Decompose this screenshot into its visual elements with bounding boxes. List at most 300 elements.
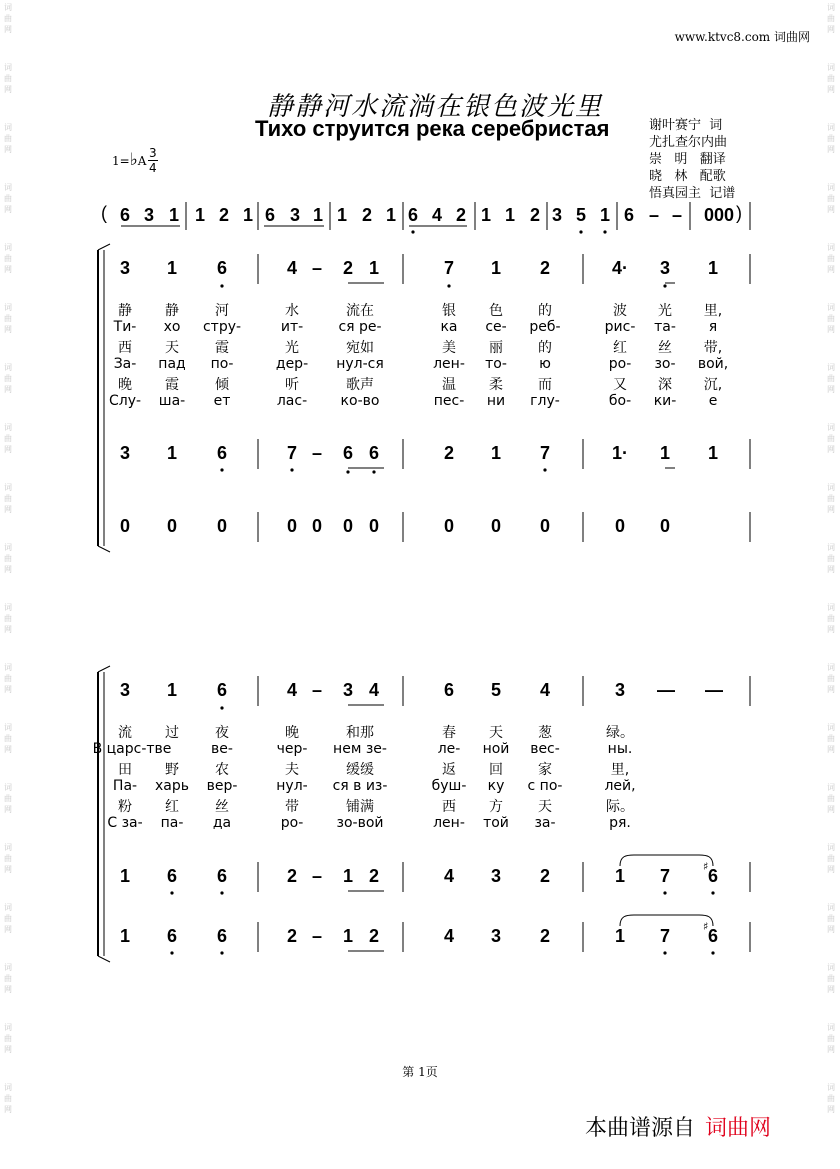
melody-note: 1	[166, 680, 177, 700]
credit-composer: 尤扎查尔内曲	[649, 135, 728, 150]
lyric-syllable: 铺满	[346, 799, 374, 815]
watermark-char: 词	[4, 903, 12, 912]
intro-note: 1	[168, 205, 179, 225]
alto-note: –	[311, 866, 322, 886]
watermark-char: 网	[4, 925, 12, 934]
lyric-syllable: 际。	[606, 799, 634, 815]
lyric-syllable: вер-	[206, 777, 238, 794]
watermark-char: 曲	[827, 554, 835, 563]
octave-dot	[603, 230, 606, 233]
lyric-syllable: 农	[215, 762, 229, 778]
lyric-syllable: по-	[210, 355, 234, 372]
octave-dot	[711, 951, 714, 954]
bass-note: 1	[342, 926, 353, 946]
bass-note: 1	[119, 926, 130, 946]
bass-note: 0	[311, 516, 322, 536]
watermark-char: 曲	[827, 134, 835, 143]
watermark-char: 网	[827, 505, 835, 514]
bass-note: 7	[659, 926, 670, 946]
bass-note: –	[311, 926, 322, 946]
melody-note: 1	[490, 258, 501, 278]
lyric-syllable: 天	[165, 340, 179, 356]
lyric-syllable: 红	[613, 340, 627, 356]
lyric-syllable: 美	[442, 340, 456, 356]
bass-note: 0	[166, 516, 177, 536]
lyric-syllable: 温	[442, 377, 456, 393]
octave-dot	[372, 470, 375, 473]
watermark-char: 词	[4, 63, 12, 72]
alto-note: 6	[216, 443, 227, 463]
watermark-char: 曲	[827, 314, 835, 323]
melody-note: –	[311, 680, 322, 700]
watermark-char: 词	[827, 723, 835, 732]
lyric-syllable: ку	[487, 777, 505, 794]
intro-note: 1	[480, 205, 491, 225]
lyric-syllable: той	[483, 814, 509, 831]
watermark-char: 词	[4, 423, 12, 432]
watermark-char: 网	[4, 385, 12, 394]
bass-note: 0	[539, 516, 550, 536]
octave-dot	[663, 284, 666, 287]
watermark-char: 曲	[4, 1094, 12, 1103]
watermark-char: 词	[4, 183, 12, 192]
lyric-syllable: ша-	[158, 392, 186, 409]
watermark-char: 词	[827, 963, 835, 972]
lyric-syllable: зо-	[654, 355, 676, 372]
alto-note: 6	[342, 443, 353, 463]
bass-note: 3	[490, 926, 501, 946]
lyric-syllable: 缓缓	[346, 762, 374, 778]
lyric-syllable: 河	[215, 303, 229, 319]
lyric-syllable: 春	[442, 725, 456, 741]
time-top: 3	[149, 146, 157, 160]
watermark-char: 曲	[4, 74, 12, 83]
bass-note: 0	[614, 516, 625, 536]
alto-note: –	[311, 443, 322, 463]
lyric-syllable: вой,	[697, 355, 729, 372]
melody-note: —	[705, 680, 723, 700]
lyric-syllable: нул-	[276, 777, 308, 794]
lyric-syllable: 倾	[215, 377, 229, 393]
melody-note: 2	[539, 258, 550, 278]
watermark-char: 网	[827, 265, 835, 274]
watermark-char: 网	[827, 865, 835, 874]
melody-note: 6	[216, 258, 227, 278]
lyric-syllable: 天	[538, 799, 552, 815]
lyric-syllable: 歌声	[346, 377, 374, 393]
octave-dot	[170, 891, 173, 894]
intro-note: 3	[143, 205, 154, 225]
lyric-syllable: зо-вой	[336, 814, 384, 831]
lyric-syllable: 丝	[215, 799, 229, 815]
watermark-char: 曲	[4, 434, 12, 443]
melody-note: —	[657, 680, 675, 700]
lyric-syllable: 葱	[538, 725, 552, 741]
tie	[620, 915, 713, 926]
bass-note: 0	[659, 516, 670, 536]
lyric-syllable: С за-	[107, 814, 143, 831]
lyric-syllable: 霞	[215, 340, 229, 356]
watermark-char: 曲	[4, 674, 12, 683]
lyric-syllable: 西	[118, 340, 132, 356]
lyric-syllable: ся в из-	[332, 777, 388, 794]
intro-note: 2	[361, 205, 372, 225]
watermark-char: 词	[827, 303, 835, 312]
lyric-syllable: вес-	[530, 740, 560, 757]
watermark-char: 词	[827, 843, 835, 852]
watermark-char: 网	[827, 325, 835, 334]
alto-note: 1	[659, 443, 670, 463]
intro-note: 1	[599, 205, 610, 225]
intro-open-paren: (	[101, 203, 107, 223]
lyric-syllable: 和那	[346, 725, 374, 741]
watermark-char: 网	[4, 25, 12, 34]
watermark-char: 曲	[827, 254, 835, 263]
watermark-char: 词	[4, 363, 12, 372]
melody-note: 6	[443, 680, 454, 700]
site-url[interactable]: www.ktvc8.com 词曲网	[674, 30, 810, 44]
watermark-char: 网	[4, 805, 12, 814]
watermark-char: 词	[4, 483, 12, 492]
bass-note: 2	[368, 926, 379, 946]
watermark-char: 词	[827, 483, 835, 492]
watermark-char: 网	[4, 1105, 12, 1114]
bass-note: 0	[216, 516, 227, 536]
watermark-char: 词	[4, 1083, 12, 1092]
watermark-char: 曲	[827, 734, 835, 743]
lyric-syllable: рис-	[604, 318, 636, 335]
alto-note: 6	[707, 866, 718, 886]
key-prefix: 1=	[112, 154, 130, 168]
bass-note: 4	[443, 926, 454, 946]
lyric-syllable: да	[212, 814, 232, 831]
watermark-char: 词	[827, 423, 835, 432]
source-note	[585, 1111, 771, 1142]
watermark-char: 曲	[4, 854, 12, 863]
bass-note: 6	[166, 926, 177, 946]
lyric-syllable: 听	[285, 377, 299, 393]
intro-note: 2	[455, 205, 466, 225]
intro-note: 1	[312, 205, 323, 225]
lyric-syllable: ни	[486, 392, 506, 409]
bracket-hook	[98, 546, 110, 552]
bass-note: 0	[368, 516, 379, 536]
lyric-syllable: та-	[654, 318, 676, 335]
lyric-syllable: 家	[538, 762, 552, 778]
octave-dot	[411, 230, 414, 233]
octave-dot	[543, 468, 546, 471]
lyric-syllable: 丝	[658, 340, 672, 356]
lyric-syllable: 流在	[346, 303, 374, 319]
watermark-char: 曲	[4, 194, 12, 203]
watermark-char: 词	[827, 123, 835, 132]
melody-note: 4	[368, 680, 379, 700]
watermark-char: 网	[827, 565, 835, 574]
watermark-char: 曲	[4, 1034, 12, 1043]
octave-dot	[663, 951, 666, 954]
watermark-char: 词	[827, 663, 835, 672]
lyric-syllable: 晚	[118, 377, 132, 393]
bass-note: 0	[490, 516, 501, 536]
bass-note: 2	[286, 926, 297, 946]
alto-note: 7	[659, 866, 670, 886]
lyric-syllable: ит-	[280, 318, 304, 335]
lyric-syllable: 夜	[215, 725, 229, 741]
watermark-char: 网	[827, 925, 835, 934]
watermark-char: 词	[827, 1083, 835, 1092]
bass-note: 0	[119, 516, 130, 536]
watermark-char: 词	[827, 183, 835, 192]
lyric-syllable: дер-	[275, 355, 309, 372]
watermark-char: 曲	[827, 74, 835, 83]
watermark-char: 曲	[827, 854, 835, 863]
lyric-syllable: 静	[165, 303, 179, 319]
lyric-syllable: за-	[534, 814, 556, 831]
watermark-char: 词	[827, 903, 835, 912]
octave-dot	[220, 284, 223, 287]
intro-note: 3	[551, 205, 562, 225]
watermark-char: 曲	[4, 974, 12, 983]
lyric-syllable: хо	[163, 318, 181, 335]
key-note: A	[137, 154, 147, 168]
octave-dot	[220, 951, 223, 954]
watermark-char: 词	[4, 1023, 12, 1032]
lyric-syllable: с по-	[527, 777, 563, 794]
lyric-syllable: нем зе-	[333, 740, 387, 757]
time-bottom: 4	[149, 161, 157, 175]
bass-note: 2	[539, 926, 550, 946]
lyric-syllable: 银	[442, 303, 456, 319]
watermark-char: 曲	[827, 674, 835, 683]
alto-note: 7	[286, 443, 297, 463]
melody-note: 1	[166, 258, 177, 278]
song-title-chinese: 静静河水流淌在银色波光里	[266, 92, 603, 122]
lyric-syllable: 田	[118, 762, 132, 778]
lyric-syllable: чер-	[276, 740, 308, 757]
intro-note: 6	[407, 205, 418, 225]
lyric-syllable: буш-	[431, 777, 467, 794]
lyric-syllable: пес-	[433, 392, 465, 409]
credit-translator: 崇 明 翻译	[649, 152, 726, 167]
bracket-hook	[98, 956, 110, 962]
watermark-char: 网	[4, 685, 12, 694]
watermark-char: 曲	[4, 794, 12, 803]
lyric-syllable: я	[708, 318, 718, 335]
watermark-char: 网	[4, 265, 12, 274]
watermark-char: 网	[827, 625, 835, 634]
lyric-syllable: харь	[154, 777, 190, 794]
melody-note: 4	[286, 258, 297, 278]
watermark-char: 曲	[4, 254, 12, 263]
lyric-syllable: 过	[165, 725, 179, 741]
watermark-char: 曲	[827, 374, 835, 383]
watermark-char: 曲	[4, 14, 12, 23]
credit-transcriber: 悟真园主 记谱	[649, 186, 736, 201]
watermark-char: 词	[827, 363, 835, 372]
bass-note: 0	[342, 516, 353, 536]
lyric-syllable: 深	[658, 377, 672, 393]
intro-note: 2	[218, 205, 229, 225]
alto-note: 6	[166, 866, 177, 886]
alto-note: 6	[368, 443, 379, 463]
melody-note: 1	[368, 258, 379, 278]
lyric-syllable: 野	[165, 762, 179, 778]
lyric-syllable: ко-во	[340, 392, 380, 409]
intro-close-paren: )	[736, 203, 742, 223]
alto-note: 1	[342, 866, 353, 886]
bass-note: 1	[614, 926, 625, 946]
lyric-syllable: лен-	[433, 355, 465, 372]
lyric-syllable: лен-	[433, 814, 465, 831]
octave-dot	[663, 891, 666, 894]
intro-note: 1	[242, 205, 253, 225]
watermark-char: 网	[827, 685, 835, 694]
alto-note: 1·	[612, 443, 629, 463]
watermark-char: 词	[4, 843, 12, 852]
intro-note: 000	[704, 205, 735, 225]
watermark-char: 曲	[4, 554, 12, 563]
lyric-syllable: ле-	[437, 740, 461, 757]
melody-note: 4·	[612, 258, 629, 278]
watermark-char: 网	[4, 445, 12, 454]
melody-note: 3	[614, 680, 625, 700]
lyric-syllable: 霞	[165, 377, 179, 393]
lyric-syllable: ве-	[211, 740, 233, 757]
watermark-char: 曲	[4, 374, 12, 383]
lyric-syllable: Слу-	[108, 392, 142, 409]
bass-note: 6	[216, 926, 227, 946]
watermark-char: 曲	[4, 914, 12, 923]
octave-dot	[579, 230, 582, 233]
bass-note: 0	[286, 516, 297, 536]
octave-dot	[220, 891, 223, 894]
lyric-syllable: 宛如	[346, 340, 374, 356]
alto-note: 1	[119, 866, 130, 886]
melody-note: 3	[659, 258, 670, 278]
lyric-syllable: 流	[118, 725, 132, 741]
intro-note: 6	[264, 205, 275, 225]
lyric-syllable: 带,	[703, 340, 723, 356]
lyric-syllable: 里,	[703, 303, 723, 319]
watermark-char: 词	[827, 543, 835, 552]
page-number: 第 1页	[402, 1065, 438, 1079]
octave-dot	[346, 470, 349, 473]
watermark-char: 网	[827, 985, 835, 994]
intro-note: 1	[336, 205, 347, 225]
lyric-syllable: 波	[613, 303, 627, 319]
lyric-syllable: 光	[285, 340, 299, 356]
watermark-char: 网	[4, 865, 12, 874]
lyric-syllable: ро-	[280, 814, 304, 831]
intro-note: 1	[194, 205, 205, 225]
intro-note: 4	[431, 205, 442, 225]
watermark-char: 词	[4, 783, 12, 792]
lyric-syllable: реб-	[529, 318, 561, 335]
watermark-char: 词	[827, 243, 835, 252]
source-site[interactable]: 词曲网	[705, 1116, 772, 1141]
lyric-syllable: Па-	[112, 777, 138, 794]
watermark-char: 词	[4, 243, 12, 252]
intro-note: 5	[575, 205, 586, 225]
alto-note: 2	[539, 866, 550, 886]
tie	[620, 855, 713, 866]
lyric-syllable: стру-	[202, 318, 242, 335]
melody-note: 3	[119, 258, 130, 278]
watermark-char: 网	[4, 1045, 12, 1054]
melody-note: 3	[342, 680, 353, 700]
intro-note: –	[648, 205, 659, 225]
lyric-syllable: 沉,	[703, 377, 723, 393]
lyric-syllable: В царс-тве	[92, 740, 172, 757]
lyric-syllable: 方	[489, 799, 503, 815]
watermark-char: 词	[827, 63, 835, 72]
melody-note: 3	[119, 680, 130, 700]
alto-note: 2	[443, 443, 454, 463]
lyric-syllable: 光	[658, 303, 672, 319]
watermark-char: 词	[4, 723, 12, 732]
melody-note: 2	[342, 258, 353, 278]
alto-note: 7	[539, 443, 550, 463]
lyric-syllable: ки-	[653, 392, 677, 409]
alto-note: 1	[490, 443, 501, 463]
watermark-char: 词	[827, 783, 835, 792]
lyric-syllable: нул-ся	[336, 355, 384, 372]
watermark-char: 网	[4, 85, 12, 94]
alto-note: 1	[614, 866, 625, 886]
watermark-char: 曲	[4, 314, 12, 323]
octave-dot	[170, 951, 173, 954]
octave-dot	[447, 284, 450, 287]
bracket-hook	[98, 244, 110, 250]
lyric-syllable: пад	[158, 355, 186, 372]
watermark-char: 词	[4, 303, 12, 312]
melody-note: 6	[216, 680, 227, 700]
alto-note: 3	[119, 443, 130, 463]
lyric-syllable: 西	[442, 799, 456, 815]
lyric-syllable: 晚	[285, 725, 299, 741]
watermark-char: 网	[827, 1045, 835, 1054]
lyric-syllable: се-	[485, 318, 507, 335]
watermark-char: 词	[4, 543, 12, 552]
watermark-char: 曲	[827, 494, 835, 503]
lyric-syllable: ря.	[609, 814, 631, 831]
intro-note: 2	[529, 205, 540, 225]
watermark-char: 网	[827, 805, 835, 814]
lyric-syllable: 色	[489, 303, 503, 319]
lyric-syllable: 夫	[285, 762, 299, 778]
lyric-syllable: Ти-	[113, 318, 137, 335]
watermark-char: 词	[4, 603, 12, 612]
lyric-syllable: ны.	[607, 740, 633, 757]
watermark-char: 网	[827, 1105, 835, 1114]
alto-note: 1	[166, 443, 177, 463]
intro-note: 3	[289, 205, 300, 225]
lyric-syllable: 水	[285, 303, 299, 319]
watermark-char: 曲	[827, 1094, 835, 1103]
watermark-char: 网	[827, 745, 835, 754]
sharp-sign: ♯	[703, 860, 709, 873]
lyric-syllable: лас-	[276, 392, 308, 409]
lyric-syllable: бо-	[608, 392, 632, 409]
watermark-char: 曲	[827, 1034, 835, 1043]
watermark-char: 网	[4, 565, 12, 574]
lyric-syllable: 静	[118, 303, 132, 319]
lyric-syllable: ся ре-	[338, 318, 382, 335]
watermark-char: 网	[4, 145, 12, 154]
lyric-syllable: За-	[113, 355, 137, 372]
song-title-russian: Тихо струится река серебристая	[255, 116, 610, 141]
bass-note: 6	[707, 926, 718, 946]
